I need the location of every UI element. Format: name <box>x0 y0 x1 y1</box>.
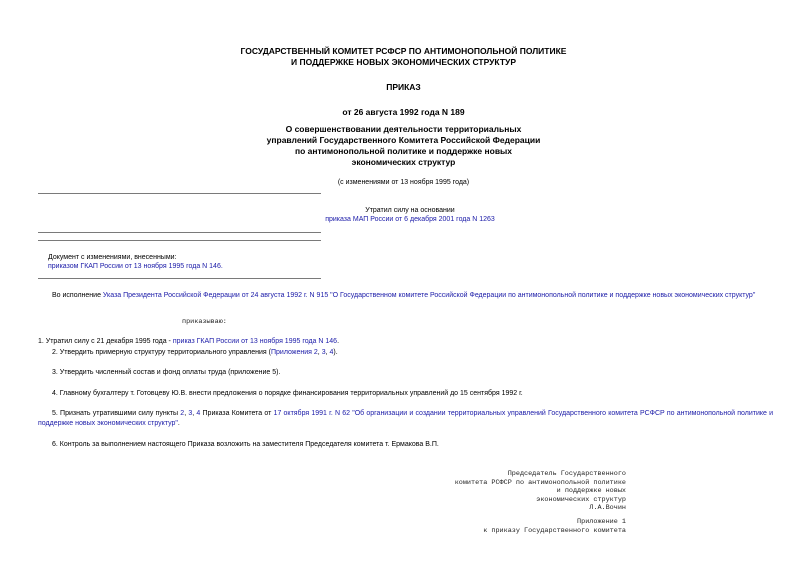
divider <box>38 193 321 194</box>
signature-block <box>430 470 626 513</box>
item-5-prefix: 5. Признать утратившими силу пункты <box>52 410 181 417</box>
signature-line3: и поддержке новых <box>556 487 626 496</box>
appendix-subtitle: к приказу Государственного комитета <box>483 526 626 535</box>
org-name-line1: ГОСУДАРСТВЕННЫЙ КОМИТЕТ РСФСР ПО АНТИМОНОПОЛЬНОЙ ПОЛИТИКЕ <box>240 46 567 56</box>
document-date-number: от 26 августа 1992 года N 189 <box>342 107 465 117</box>
item-4: 4. Главному бухгалтеру т. Готовцеву Ю.В. внести предложения о порядке финансирования территориальных управлений до 15 сентября 1992 г. <box>52 390 523 397</box>
document-title-line4: экономических структур <box>351 157 456 167</box>
point-3-link[interactable]: 3 <box>188 410 193 417</box>
item-3: 3. Утвердить численный состав и фонд оплаты труда (приложение 5). <box>52 369 281 376</box>
signature-line4: экономических структур <box>536 495 626 504</box>
order-62-link[interactable]: 17 октября 1991 г. N 62 "Об организации и создании территориальных управлений Государственного комитета РСФСР по антимонопольной политике и поддержке новых экономических структур" <box>38 410 774 427</box>
changes-note-text: Документ с изменениями, внесенными: <box>48 254 177 261</box>
item-2-suffix: ). <box>333 349 338 356</box>
divider <box>38 232 321 233</box>
item-1-suffix: . <box>337 338 340 345</box>
orders-word: приказываю: <box>182 318 227 326</box>
intro-paragraph <box>38 291 773 301</box>
repeal-note-text: Утратил силу на основании <box>365 207 455 214</box>
repeal-order-link[interactable]: приказа МАП России от 6 декабря 2001 года N 1263 <box>325 216 495 223</box>
signature-line1: Председатель Государственного <box>507 470 626 478</box>
document-type: ПРИКАЗ <box>386 82 421 92</box>
appendix-2-link[interactable]: Приложения 2 <box>271 349 318 356</box>
document-title-line2: управлений Государственного Комитета Российской Федерации <box>266 135 541 145</box>
item-1-prefix: 1. Утратил силу с 21 декабря 1995 года - <box>38 338 173 345</box>
appendix-3-link[interactable]: 3 <box>321 349 326 356</box>
changes-order-link[interactable]: приказом ГКАП России от 13 ноября 1995 года N 146. <box>48 263 223 270</box>
presidential-decree-link[interactable]: Указа Президента Российской Федерации от 24 августа 1992 г. N 915 "О Государственном комитете Российской Федерации по антимонопольной политике и поддержке новых экономических структур" <box>102 292 756 299</box>
separator: , <box>317 349 322 356</box>
signature-line2: комитета РСФСР по антимонопольной политике <box>454 478 626 487</box>
separator: , <box>325 349 330 356</box>
divider <box>38 240 321 241</box>
document-title-line1: О совершенствовании деятельности территориальных <box>285 124 522 134</box>
separator: , <box>192 410 197 417</box>
point-4-link[interactable]: 4 <box>196 410 201 417</box>
separator: , <box>184 410 189 417</box>
item-2 <box>38 348 773 358</box>
signature-name: Л.А.Вочин <box>589 504 626 513</box>
item-1-link[interactable]: приказ ГКАП России от 13 ноября 1995 года N 146 <box>172 338 338 345</box>
item-5-suffix: . <box>177 420 180 427</box>
divider <box>38 278 321 279</box>
appendix-title: Приложение 1 <box>577 518 626 526</box>
amendments-note: (с изменениями от 13 ноября 1995 года) <box>337 179 470 186</box>
item-5 <box>38 409 773 429</box>
item-5-mid: Приказа Комитета от <box>200 410 274 417</box>
intro-prefix: Во исполнение <box>52 292 103 299</box>
org-name-line2: И ПОДДЕРЖКЕ НОВЫХ ЭКОНОМИЧЕСКИХ СТРУКТУР <box>291 57 516 67</box>
item-6: 6. Контроль за выполнением настоящего Приказа возложить на заместителя Председателя комитета т. Ермакова В.П. <box>52 441 439 448</box>
document-title-line3: по антимонопольной политике и поддержке новых <box>294 146 513 156</box>
item-1 <box>38 337 773 347</box>
item-2-prefix: 2. Утвердить примерную структуру территориального управления ( <box>52 349 271 356</box>
point-2-link[interactable]: 2 <box>180 410 185 417</box>
appendix-header <box>430 518 626 535</box>
appendix-4-link[interactable]: 4 <box>329 349 334 356</box>
